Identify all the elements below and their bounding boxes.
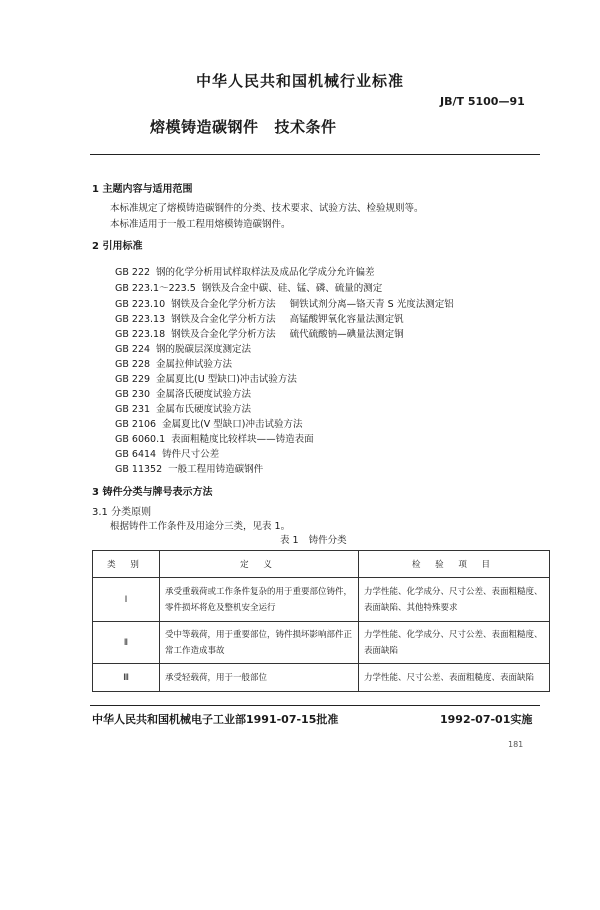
reference-item: GB 6414 铸件尺寸公差 [115, 449, 220, 460]
approval-line: 中华人民共和国机械电子工业部1991-07-15批准 [92, 713, 339, 726]
page-number: 181 [508, 740, 524, 749]
reference-item: GB 223.10 钢铁及合金化学分析方法 铜铁试剂分离—铬天青 S 光度法测定铝 [115, 299, 454, 310]
definition-cell: 承受轻载荷，用于一般部位 [160, 664, 359, 692]
section-2-heading: 2 引用标准 [92, 241, 143, 252]
header-inspection: 检 验 项 目 [359, 551, 550, 578]
table-row [93, 578, 550, 622]
definition-cell: 受中等载荷，用于重要部位，铸件损坏影响部件正常工作造成事故 [160, 622, 359, 664]
inspection-cell: 力学性能、化学成分、尺寸公差、表面粗糙度、表面缺陷、其他特殊要求 [359, 578, 550, 622]
header-category: 类 别 [93, 551, 160, 578]
standard-number: JB/T 5100—91 [440, 95, 525, 108]
section-1-heading: 1 主题内容与适用范围 [92, 184, 193, 195]
implementation-date: 1992-07-01实施 [440, 713, 533, 726]
header-definition: 定 义 [160, 551, 359, 578]
reference-item: GB 11352 一般工程用铸造碳钢件 [115, 464, 264, 475]
reference-item: GB 231 金属布氏硬度试验方法 [115, 404, 252, 415]
bottom-rule [90, 705, 540, 706]
classification-table [92, 550, 550, 692]
reference-item: GB 230 金属洛氏硬度试验方法 [115, 389, 252, 400]
reference-item: GB 6060.1 表面粗糙度比较样块——铸造表面 [115, 434, 314, 445]
reference-item: GB 2106 金属夏比(V 型缺口)冲击试验方法 [115, 419, 303, 430]
reference-item: GB 229 金属夏比(U 型缺口)冲击试验方法 [115, 374, 297, 385]
inspection-cell: 力学性能、尺寸公差、表面粗糙度、表面缺陷 [359, 664, 550, 692]
section-3-1-para: 根据铸件工作条件及用途分三类，见表 1。 [110, 521, 291, 532]
category-cell: Ⅲ [93, 664, 160, 692]
section-3-heading: 3 铸件分类与牌号表示方法 [92, 487, 213, 498]
document-title-sub: 技术条件 [274, 118, 337, 136]
table-header-row [93, 551, 550, 578]
reference-item: GB 223.1～223.5 钢铁及合金中碳、硅、锰、磷、硫量的测定 [115, 283, 383, 294]
table-number: 表 1 [280, 535, 299, 546]
standard-title: 中华人民共和国机械行业标准 [195, 72, 404, 90]
table-title: 铸件分类 [308, 535, 347, 546]
definition-cell: 承受重载荷或工作条件复杂的用于重要部位铸件，零件损坏将危及整机安全运行 [160, 578, 359, 622]
table-caption [280, 532, 347, 546]
section-1-para-1: 本标准规定了熔模铸造碳钢件的分类、技术要求、试验方法、检验规则等。 [110, 203, 424, 214]
top-rule [90, 154, 540, 155]
category-cell: Ⅱ [93, 622, 160, 664]
inspection-cell: 力学性能、化学成分、尺寸公差、表面粗糙度、表面缺陷 [359, 622, 550, 664]
reference-item: GB 224 钢的脱碳层深度测定法 [115, 344, 252, 355]
section-3-1-heading: 3.1 分类原则 [92, 507, 152, 518]
document-title [150, 116, 337, 137]
reference-item: GB 223.13 钢铁及合金化学分析方法 高锰酸钾氧化容量法测定钒 [115, 314, 404, 325]
reference-item: GB 228 金属拉伸试验方法 [115, 359, 233, 370]
reference-item: GB 223.18 钢铁及合金化学分析方法 硫代硫酸钠—碘量法测定铜 [115, 329, 404, 340]
category-cell: Ⅰ [93, 578, 160, 622]
table-row [93, 664, 550, 692]
section-1-para-2: 本标准适用于一般工程用熔模铸造碳钢件。 [110, 219, 291, 230]
document-title-main: 熔模铸造碳钢件 [150, 118, 259, 136]
table-row [93, 622, 550, 664]
reference-item: GB 222 钢的化学分析用试样取样法及成品化学成分允许偏差 [115, 267, 375, 278]
